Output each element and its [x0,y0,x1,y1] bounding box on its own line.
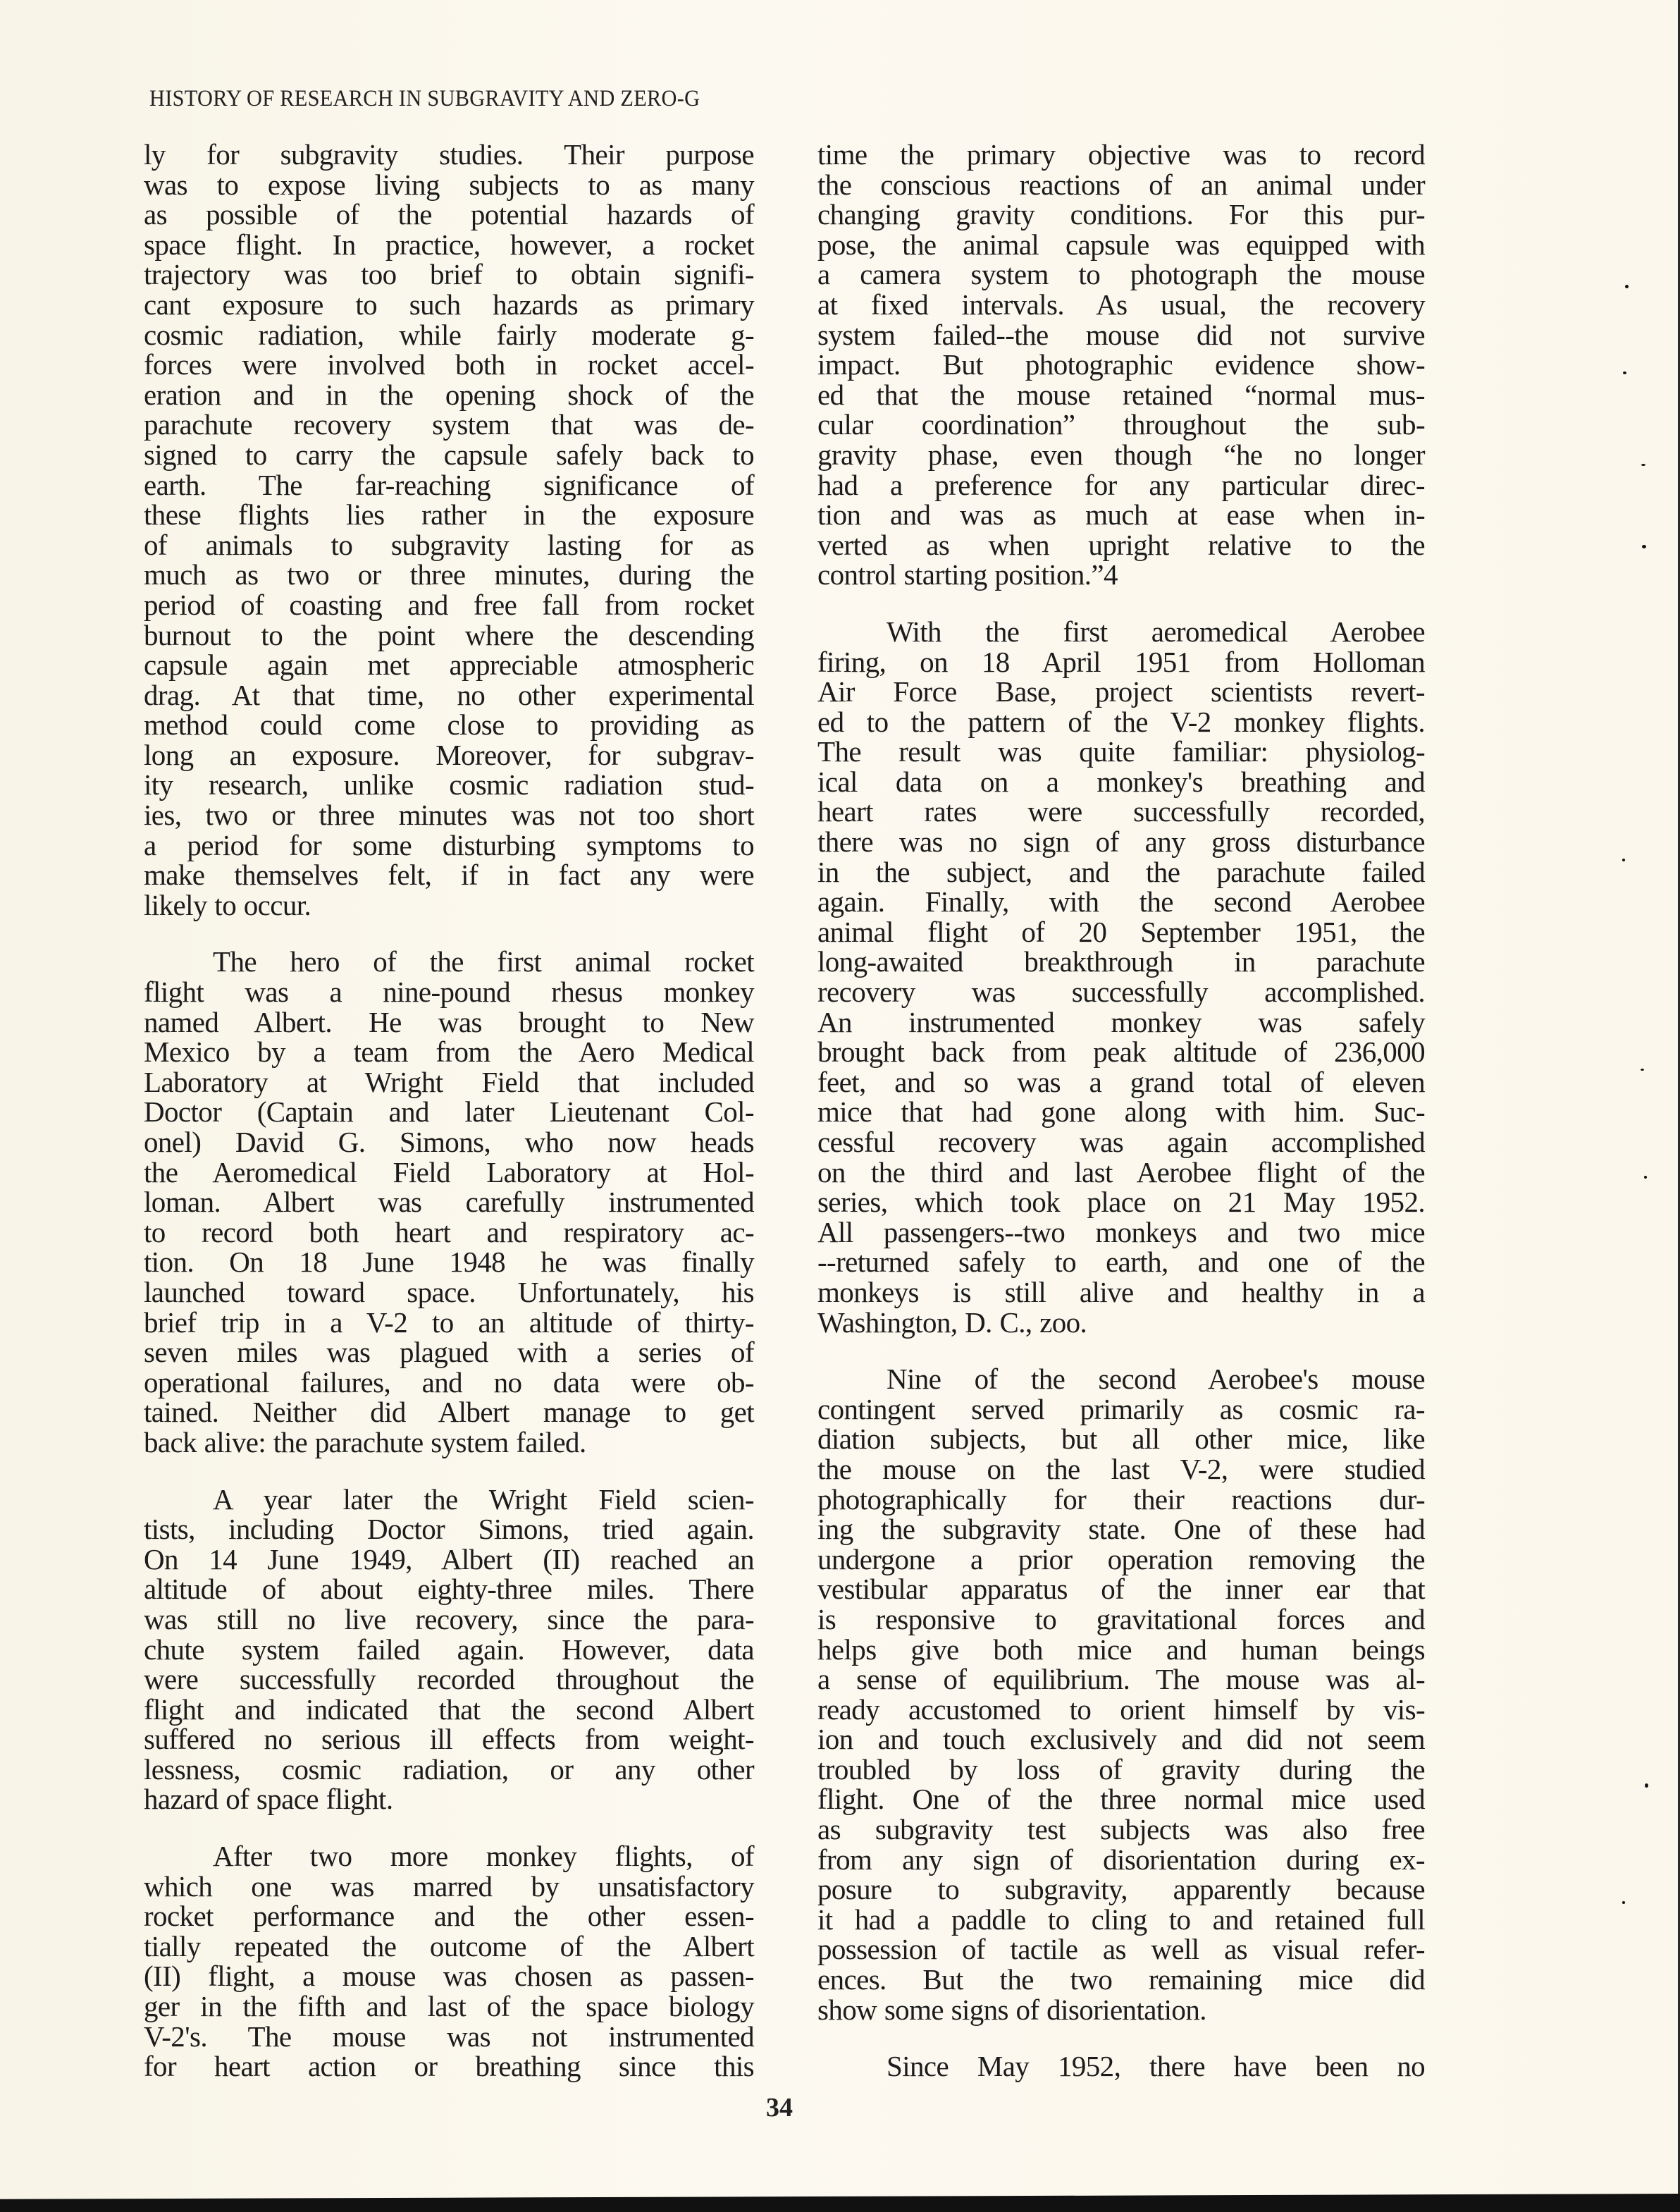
text-line: ing the subgravity state. One of these had [817,1513,1425,1546]
text-line: Laboratory at Wright Field that included [144,1065,754,1098]
text-line: pose, the animal capsule was equipped with [817,228,1425,261]
text-line: named Albert. He was brought to New [144,1005,754,1038]
text-line: flight was a nine-pound rhesus monkey [144,976,754,1009]
text-line: earth. The far-reaching significance of [144,468,754,501]
text-line: undergone a prior operation removing the [817,1542,1425,1575]
text-line: ed that the mouse retained “normal mus- [817,378,1425,411]
text-line: which one was marred by unsatisfactory [144,1869,754,1903]
text-line: animal flight of 20 September 1951, the [817,915,1425,948]
text-line: likely to occur. [144,888,311,921]
text-line: contingent served primarily as cosmic ra- [817,1392,1425,1425]
text-line: altitude of about eighty-three miles. There [144,1573,754,1606]
paragraph [817,617,1425,1337]
text-line: control starting position.”4 [817,558,1118,591]
text-line: burnout to the point where the descending [144,618,754,651]
paragraph [144,1841,754,2082]
text-line: were successfully recorded throughout the [144,1663,754,1696]
text-line: ed to the pattern of the V-2 monkey flights. [817,705,1425,738]
paragraph [817,2051,1425,2082]
text-line: --returned safely to earth, and one of the [817,1246,1425,1279]
text-line: back alive: the parachute system failed. [144,1425,586,1458]
text-line: the mouse on the last V-2, were studied [817,1452,1425,1485]
text-line: it had a paddle to cling to and retained full [817,1903,1425,1936]
text-line: ready accustomed to orient himself by vis- [817,1692,1425,1726]
text-line: Mexico by a team from the Aero Medical [144,1036,754,1069]
text-line: is responsive to gravitational forces and [817,1602,1425,1635]
text-line: time the primary objective was to record [817,138,1425,171]
text-line: a sense of equilibrium. The mouse was al- [817,1663,1425,1696]
text-line: was to expose living subjects to as many [144,168,754,201]
text-line: again. Finally, with the second Aerobee [817,885,1425,918]
text-line: much as two or three minutes, during the [144,558,754,591]
text-line: onel) David G. Simons, who now heads [144,1126,754,1158]
text-line: ion and touch exclusively and did not seem [817,1723,1425,1756]
text-line: the conscious reactions of an animal under [817,168,1425,201]
text-line: eration and in the opening shock of the [144,378,754,411]
text-line: hazard of space flight. [144,1783,393,1816]
paragraph [144,140,754,920]
scan-speck [1642,545,1646,548]
text-line: ies, two or three minutes was not too short [144,799,754,832]
text-line: flight and indicated that the second Albert [144,1692,754,1726]
text-line: of animals to subgravity lasting for as [144,528,754,561]
text-line: With the first aeromedical Aerobee [887,615,1425,648]
text-line: V-2's. The mouse was not instrumented [144,2020,754,2053]
text-line: in the subject, and the parachute failed [817,855,1425,888]
running-header: HISTORY OF RESEARCH IN SUBGRAVITY AND ZERO-G [149,86,700,111]
text-line: ity research, unlike cosmic radiation stud- [144,768,754,801]
text-line: firing, on 18 April 1951 from Holloman [817,645,1425,678]
text-line: on the third and last Aerobee flight of the [817,1155,1425,1188]
text-line: the Aeromedical Field Laboratory at Hol- [144,1155,754,1188]
text-line: long an exposure. Moreover, for subgrav- [144,738,754,771]
text-line: as possible of the potential hazards of [144,198,754,231]
text-line: show some signs of disorientation. [817,1993,1206,2026]
paragraph [817,1364,1425,2024]
text-line: possession of tactile as well as visual refer- [817,1933,1425,1966]
text-line: method could come close to providing as [144,708,754,742]
text-line: verted as when upright relative to the [817,528,1425,561]
text-line: capsule again met appreciable atmospheric [144,649,754,682]
text-line: After two more monkey flights, of [213,1840,754,1873]
text-line: a period for some disturbing symptoms to [144,828,754,861]
text-line: troubled by loss of gravity during the [817,1752,1425,1786]
text-line: Doctor (Captain and later Lieutenant Col- [144,1095,754,1129]
text-line: rocket performance and the other essen- [144,1900,754,1933]
text-line: lessness, cosmic radiation, or any other [144,1752,754,1786]
text-line: photographically for their reactions dur- [817,1482,1425,1516]
paragraph [817,140,1425,590]
text-line: seven miles was plagued with a series of [144,1336,754,1369]
text-line: (II) flight, a mouse was chosen as passen- [144,1960,754,1993]
text-line: tained. Neither did Albert manage to get [144,1396,754,1429]
text-line: there was no sign of any gross disturbance [817,825,1425,859]
text-line: as subgravity test subjects was also free [817,1813,1425,1846]
text-line: A year later the Wright Field scien- [213,1482,754,1516]
text-line: period of coasting and free fall from rocket [144,588,754,621]
text-line: from any sign of disorientation during ex- [817,1843,1425,1876]
text-line: cular coordination” throughout the sub- [817,408,1425,441]
right-column [817,140,1425,2082]
text-line: launched toward space. Unfortunately, his [144,1275,754,1308]
text-line: changing gravity conditions. For this pur- [817,198,1425,231]
text-line: vestibular apparatus of the inner ear that [817,1573,1425,1606]
paragraph [144,1482,754,1816]
text-line: cessful recovery was again accomplished [817,1126,1425,1158]
text-line: gravity phase, even though “he no longer [817,438,1425,471]
text-line: heart rates were successfully recorded, [817,795,1425,828]
text-line: mice that had gone along with him. Suc- [817,1095,1425,1129]
text-line: tion and was as much at ease when in- [817,498,1425,532]
text-line: was still no live recovery, since the para- [144,1602,754,1635]
scan-speck [1622,1901,1625,1904]
text-line: tially repeated the outcome of the Albert [144,1929,754,1962]
text-line: tion. On 18 June 1948 he was finally [144,1246,754,1279]
text-line: feet, and so was a grand total of eleven [817,1065,1425,1098]
scan-speck [1623,371,1626,374]
text-line: tists, including Doctor Simons, tried again. [144,1513,754,1546]
text-line: signed to carry the capsule safely back to [144,438,754,471]
text-line: at fixed intervals. As usual, the recovery [817,288,1425,321]
text-line: cosmic radiation, while fairly moderate g- [144,318,754,351]
text-line: space flight. In practice, however, a rocket [144,228,754,261]
text-line: to record both heart and respiratory ac- [144,1215,754,1248]
text-line: The hero of the first animal rocket [213,945,754,978]
scan-speck [1625,285,1629,288]
text-line: Nine of the second Aerobee's mouse [887,1363,1425,1396]
text-line: impact. But photographic evidence show- [817,348,1425,381]
text-line: drag. At that time, no other experimental [144,678,754,711]
text-line: posure to subgravity, apparently because [817,1873,1425,1906]
text-line: ical data on a monkey's breathing and [817,765,1425,798]
text-line: brought back from peak altitude of 236,000 [817,1036,1425,1069]
text-line: ger in the fifth and last of the space biology [144,1990,754,2023]
text-line: trajectory was too brief to obtain signifi- [144,258,754,291]
text-line: ences. But the two remaining mice did [817,1963,1425,1996]
text-line: had a preference for any particular direc- [817,468,1425,501]
paragraph [144,947,754,1457]
text-line: for heart action or breathing since this [144,2050,754,2083]
text-line: On 14 June 1949, Albert (II) reached an [144,1542,754,1575]
scan-speck [1644,1176,1647,1179]
scan-speck [1641,464,1645,466]
text-line: chute system failed again. However, data [144,1633,754,1666]
text-line: operational failures, and no data were ob- [144,1365,754,1399]
left-column [144,140,754,2082]
text-line: a camera system to photograph the mouse [817,258,1425,291]
text-line: monkeys is still alive and healthy in a [817,1275,1425,1308]
text-line: loman. Albert was carefully instrumented [144,1186,754,1219]
text-line: long-awaited breakthrough in parachute [817,945,1425,978]
text-line: flight. One of the three normal mice used [817,1783,1425,1816]
text-line: parachute recovery system that was de- [144,408,754,441]
text-line: An instrumented monkey was safely [817,1005,1425,1038]
text-line: system failed--the mouse did not survive [817,318,1425,351]
text-line: recovery was successfully accomplished. [817,976,1425,1009]
text-line: series, which took place on 21 May 1952. [817,1186,1425,1219]
text-line: helps give both mice and human beings [817,1633,1425,1666]
text-line: make themselves felt, if in fact any were [144,859,754,892]
text-line: suffered no serious ill effects from weight- [144,1723,754,1756]
text-line: these flights lies rather in the exposure [144,498,754,532]
text-line: Air Force Base, project scientists revert- [817,675,1425,708]
text-line: Washington, D. C., zoo. [817,1305,1087,1339]
text-line: brief trip in a V-2 to an altitude of thirty- [144,1305,754,1339]
scan-speck [1622,859,1625,861]
text-line: The result was quite familiar: physiolog- [817,735,1425,768]
text-line: diation subjects, but all other mice, like [817,1423,1425,1456]
text-line: cant exposure to such hazards as primary [144,288,754,321]
text-line: Since May 1952, there have been no [887,2050,1425,2083]
scan-speck [1641,1069,1644,1071]
page-number: 34 [766,2093,793,2122]
text-line: forces were involved both in rocket accel- [144,348,754,381]
scan-speck [1645,1783,1648,1788]
text-line: All passengers--two monkeys and two mice [817,1215,1425,1248]
text-line: ly for subgravity studies. Their purpose [144,138,754,171]
